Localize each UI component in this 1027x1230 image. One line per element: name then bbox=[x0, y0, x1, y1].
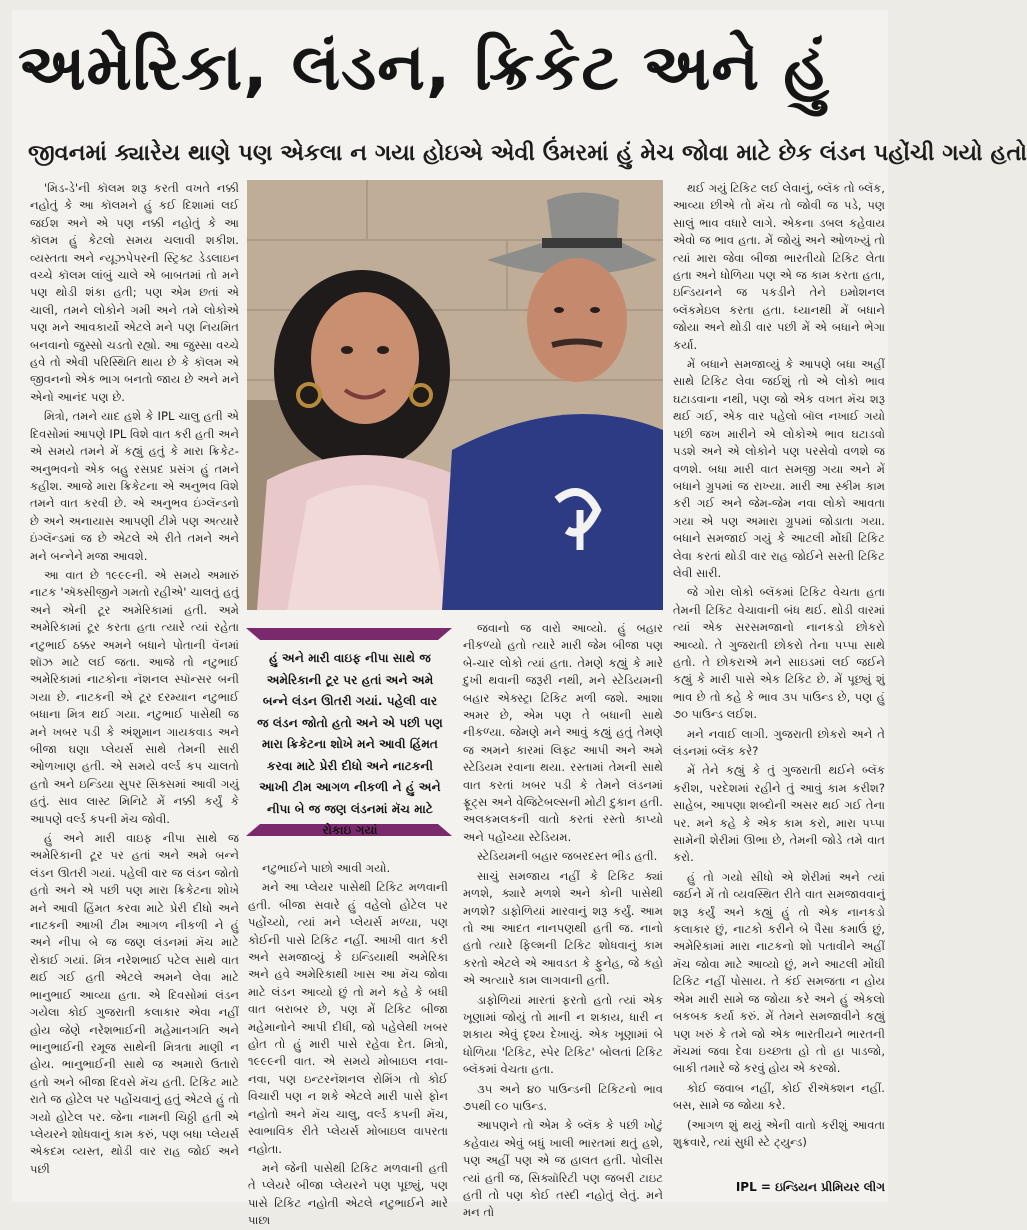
footnote: IPL = ઇન્ડિયન પ્રીમિયર લીગ bbox=[735, 1180, 885, 1194]
paragraph: મને નવાઈ લાગી. ગુજરાતી છોકરો અને તે લંડનમાં બ્લૅક કરે? bbox=[673, 726, 885, 758]
paragraph: હું અને મારી વાઇફ નીપા સાથે જ અમેરિકાની ટૂર પર હતાં અને અમે બન્ને લંડન ઊતરી ગયાં. પહેલી વાર જ લંડન જોતો હતો અને એ પછી પણ મારા ક્રિકેટના શોખે મને આવી હિંમત કરવા માટે પ્રેરી દીધો અને નાટકની આખી ટીમ આગળ નીકળી ને હું અને નીપા બે જ જણ લંડનમાં મૅચ માટે રોકાઈ ગયાં. મિત્ર નરેશભાઈ પટેલ સાથે વાત થઈ ગઈ હતી એટલે અમને લેવા માટે ભાનુભાઈ આવ્યા હતા. એ દિવસોમાં લંડન ગયેલા કોઈ ગુજરાતી કલાકાર એવા નહીં હોય જેણે નરેશભાઈની મહેમાનગતિ અને ભાનુભાઈની રમૂજ સાથેની મિત્રતા માણી ન હોય. ભાનુભાઈની સાથે જ અમારો ઉતારો હતો અને બીજા દિવસે મૅચ હતી. ટિકિટ માટે રાતે જ હોટેલ પર પહોંચવાનું હતું એટલે હું તો ગયો હોટેલ પર. જેના નામની ચિઠ્ઠી હતી એ પ્લેયરને શોધવાનું કામ કરું, પણ બધા પ્લેયર્સ એકદમ વ્યસ્ત, થોડી વાર રાહ જોઈ અને પછી bbox=[30, 831, 239, 1176]
paragraph: આપણને તો એમ કે બ્લૅક કે પછી ખોટું કહેવાય એવું બધું ખાલી ભારતમાં થતું હશે, પણ અહીં પણ એ જ હાલત હતી. પોલીસ ત્યાં હતી જ, સિક્યૉરિટી પણ જબરી ટાઇટ હતી તો પણ કોઈ તસ્દી નહોતું લેતું. મને મન તો bbox=[463, 1118, 663, 1220]
subheadline: જીવનમાં ક્યારેય થાણે પણ એકલા ન ગયા હોઇએ એવી ઉંમરમાં હું મેચ જોવા માટે છેક લંડન પહોંચી ગયો હતો bbox=[28, 140, 1027, 166]
paragraph: નટુભાઈને પાછો આવી ગયો. bbox=[262, 861, 391, 875]
article-column-3 bbox=[463, 620, 663, 1220]
paragraph: મને જેની પાસેથી ટિકિટ મળવાની હતી તે પ્લેયરે બીજા પ્લેયરને પણ પૂછ્યું, પણ પાસે ટિકિટ નહોતી એટલે નટુભાઈને મારે પાછા bbox=[248, 1160, 448, 1228]
paragraph: થઈ ગયું ટિકિટ લઈ લેવાનું, બ્લૅક તો બ્લૅક, આવ્યા છીએ તો મૅચ તો જોવી જ પડે, પણ સાલું ભાવ વધારે લાગે. એકના ડબલ કહેવાય એવો જ ભાવ હતા. મેં જોયું અને ઓળખ્યું તો ત્યાં મારા જેવા બીજા ભારતીયો ટિકિટ લેતા હતા અને ધોળિયા પણ એ જ કામ કરતા હતા, ઇન્ડિયનને જ પકડીને તેને ઇમોશનલ બ્લૅકમેઇલ કરતા હતા. ધ્યાનથી મેં બધાને જોયા અને થોડી વાર પછી મેં એ બધાને ભેગા કર્યા. bbox=[673, 181, 885, 352]
couple-photo-illustration bbox=[247, 180, 663, 610]
pull-quote bbox=[246, 624, 452, 840]
paragraph: સ્ટેડિયમની બહાર જબરદસ્ત ભીડ હતી. bbox=[477, 849, 658, 864]
paragraph: મેં તેને કહ્યું કે તું ગુજરાતી થઈને બ્લૅક કરીશ, પરદેશમાં રહીને તું આવું કામ કરીશ? સાહેબ, આપણા શબ્દોની અસર થઈ ગઈ તેના પર. મને કહે કે એક કામ કરો, મારા પપ્પા સામેની શેરીમાં ઊભા છે, તેમની જોડે તમે વાત કરો. bbox=[673, 763, 885, 865]
paragraph: મિત્રો, તમને યાદ હશે કે IPL ચાલુ હતી એ દિવસોમાં આપણે IPL વિશે વાત કરી હતી અને એ સમયે તમને મેં કહ્યું હતું કે મારા ક્રિકેટ-અનુભવનો એક બહુ રસપ્રદ પ્રસંગ હું તમને કહીશ. આજે મારા ક્રિકેટના એ અનુભવ વિશે તમને વાત કરવી છે. એ અનુભવ ઇંગ્લૅન્ડનો છે અને અનાયાસ આપણી ટીમે પણ અત્યારે ઇંગ્લૅન્ડમાં જ છે એટલે એ રીતે તમને અને મને બન્નેને મજા આવશે. bbox=[30, 409, 239, 563]
paragraph: ડાફોળિયાં મારતાં ફરતો હતો ત્યાં એક ખૂણામાં જોયું તો માની ન શકાય, ધારી ન શકાય એવું દૃશ્ય દેખાયું. એક ખૂણામાં બે ધોળિયા 'ટિકિટ, સ્પેર ટિકિટ' બોલતાં ટિકિટ બ્લૅકમાં વેચતા હતા. bbox=[463, 992, 663, 1077]
paragraph: 'મિડ-ડે'ની કૉલમ શરૂ કરતી વખતે નક્કી નહોતું કે આ કૉલમને હું કઈ દિશામાં લઈ જઈશ અને એ પણ નક્કી નહોતું કે આ કૉલમ હું કેટલો સમય ચલાવી શકીશ. વ્યસ્તતા અને ન્યૂઝપેપરની સ્ટ્રિક્ટ ડેડલાઇન વચ્ચે કૉલમ લાંબું ચાલે એ બાબતમાં તો મને પણ થોડી શંકા હતી; પણ એમ છતાં એ ચાલી, તમને લોકોને ગમી અને તમે લોકોએ પણ મને આવકાર્યો એટલે મને પણ નિયમિત બનવાનો જુસ્સો ચડતો રહ્યો. આ જુસ્સા વચ્ચે હવે તો એવી પરિસ્થિતિ થાય છે કે કૉલમ એ જીવનનો એક ભાગ બનતો જાય છે અને મને એનો આનંદ પણ છે. bbox=[30, 181, 239, 404]
paragraph: (આગળ શું થયું એની વાતો કરીશું આવતા શુક્રવારે, ત્યાં સુધી સ્ટે ટ્યુન્ડ) bbox=[673, 1117, 885, 1149]
headline: અમેરિકા, લંડન, ક્રિકેટ અને હું bbox=[18, 31, 830, 105]
paragraph: ૩૫ અને ૪૦ પાઉન્ડની ટિકિટનો ભાવ ૭૫થી ૯૦ પાઉન્ડ. bbox=[463, 1081, 663, 1113]
paragraph: હું તો ગયો સીધો એ શેરીમાં અને ત્યાં જઈને મેં તો વ્યવસ્થિત રીતે વાત સમજાવવાનું શરૂ કર્યું અને કહ્યું હું તો એક નાનકડો કલાકાર છું, નાટકો કરીને બે પૈસા કમાઉં છું, અમેરિકામાં મારા નાટકનો શો પતાવીને અહીં મૅચ જોવા માટે આવ્યો છું, મને આટલી મોંઘી ટિકિટ નહીં પોસાય. તે કંઈ સમજતા ન હોય એમ મારી સામે જ જોયા કરે અને હું એકલો બકબક કર્યા કરું. મેં તેમને સમજાવીને કહ્યું પણ ખરું કે તમે જો એક ભારતીયને ભારતની મૅચમાં જવા દેવા ઇચ્છતા હો તો હા પાડજો, બાકી તમારે જે કરવું હોય એ કરજો. bbox=[673, 869, 885, 1076]
paragraph: મેં બધાને સમજાવ્યું કે આપણે બધા અહીં સાથે ટિકિટ લેવા જઈશું તો એ લોકો ભાવ ઘટાડવાના નથી, પણ જો એક વખત મૅચ શરૂ થઈ ગઈ, એક વાર પહેલો બૉલ નખાઈ ગયો પછી જખ મારીને એ લોકોએ ભાવ ઘટાડવો પડશે અને એ લોકોને પણ પરસેવો વળશે જ વળશે. બધા મારી વાત સમજી ગયા અને મેં બધાને ગ્રુપમાં જ રાખ્યા. મારી આ સ્કીમ કામ કરી ગઈ અને જેમ-જેમ નવા લોકો આવતા ગયા એ પણ અમારા ગ્રુપમાં જોડાતા ગયા. બધાને સમજાઈ ગયું કે આટલી મોંઘી ટિકિટ લેવા કરતાં થોડી વાર રાહ જોઈને સસ્તી ટિકિટ લેવી સારી. bbox=[673, 357, 885, 580]
article-column-1 bbox=[30, 180, 239, 1200]
article-column-4 bbox=[673, 180, 885, 1200]
article-column-2 bbox=[248, 860, 448, 1228]
article-photo bbox=[247, 180, 663, 610]
paragraph: જવાનો જ વારો આવ્યો. હું બહાર નીકળ્યો હતો ત્યારે મારી જેમ બીજા પણ બે-ચાર લોકો ત્યાં હતા. તેમણે કહ્યું કે મારે દુખી થવાની જરૂરી નથી, મને સ્ટેડિયમની બહાર એક્સ્ટ્રા ટિકિટ મળી જશે. આશા અમર છે, એમ પણ તે બધાની સાથે નીકળ્યા. જેમણે મને આવું કહ્યું હતું તેમણે જ અમને કારમાં લિફ્ટ આપી અને અમે સ્ટેડિયમ રવાના થયા. રસ્તામાં તેમની સાથે વાત કરતાં ખબર પડી કે તેમને લંડનમાં ફ્રૂટ્સ અને વેજિટેબલ્સની મોટી દુકાન હતી. અલકમલકની વાતો કરતાં રસ્તો કાપ્યો અને પહોંચ્યા સ્ટેડિયમ. bbox=[463, 621, 663, 844]
paragraph: કોઈ જવાબ નહીં, કોઈ રીઍક્શન નહીં. બસ, સામે જ જોયા કરે. bbox=[673, 1080, 885, 1113]
pull-quote-text: હું અને મારી વાઇફ નીપા સાથે જ અમેરિકાની ટૂર પર હતાં અને અમે બન્ને લંડન ઊતરી ગયાં. પહેલી વાર જ લંડન જોતો હતો અને એ પછી પણ મારા ક્રિકેટના શોખે મને આવી હિંમત કરવા માટે પ્રેરી દીધો અને નાટકની આખી ટીમ આગળ નીકળી ને હું અને નીપા બે જ જણ લંડનમાં મૅચ માટે રોકાઇ ગયાં bbox=[257, 651, 443, 837]
paragraph: સાચું સમજાય નહીં કે ટિકિટ ક્યાં મળશે, ક્યારે મળશે અને કોની પાસેથી મળશે? ડાફોળિયાં મારવાનું શરૂ કર્યું. આમ તો આ આદત નાનપણથી હતી જ. નાનો હતો ત્યારે ફિલ્મની ટિકિટ શોધવાનું કામ કરતો એટલે એ આવડત કે ફુનેહ, જે કહો એ અત્યારે કામ લાગવાની હતી. bbox=[463, 868, 663, 988]
paragraph: આ વાત છે ૧૯૯૯ની. એ સમયે અમારું નાટક 'ઍક્સીજીને ગમતો રહીએ' ચાલતું હતું અને એની ટૂર અમેરિકામાં હતી. અમે અમેરિકામાં ટૂર કરતા હતા ત્યારે ત્યાં રહેતા નટુભાઈ ઠક્કર અમને બધાને પોતાની વૅનમાં શૉઝ માટે લઈ જતા. આજે તો નટુભાઈ અમેરિકામાં નાટકોના નૅશનલ સ્પૉન્સર બની ગયા છે. નાટકની એ ટૂર દરમ્યાન નટુભાઈ બધાના મિત્ર થઈ ગયા. નટુભાઈ પાસેથી જ મને ખબર પડી કે અંશુમાન ગાયકવાડ અને બીજા ઘણા પ્લેયર્સ સાથે તેમની સારી ઓળખાણ હતી. એ સમયે વર્લ્ડ કપ ચાલતો હતો અને ઇન્ડિયા સુપર સિક્સમાં આવી ગયું હતું. સાવ લાસ્ટ મિનિટે મેં નક્કી કર્યું કે આપણે વર્લ્ડ કપની મૅચ જોવી. bbox=[30, 567, 239, 826]
paragraph: મને આ પ્લેયર પાસેથી ટિકિટ મળવાની હતી. બીજા સવારે હું વહેલો હોટેલ પર પહોંચ્યો, ત્યાં મને પ્લેયર્સ મળ્યા, પણ કોઈની પાસે ટિકિટ નહીં. આખી વાત કરી અને સમજાવ્યું કે ઇન્ડિયાથી અમેરિકા અને હવે અમેરિકાથી ખાસ આ મૅચ જોવા માટે લંડન આવ્યો છું તો મને કહે કે બધી વાત બરાબર છે, પણ મેં ટિકિટ બીજા મહેમાનોને આપી દીધી, જો પહેલેથી ખબર હોત તો હું મારી પાસે રહેવા દેત. મિત્રો, ૧૯૯૯ની વાત. એ સમયે મોબાઇલ નવા-નવા, પણ ઇન્ટરનૅશનલ રોમિંગ તો કોઈ વિચારી પણ ન શકે એટલે મારી પાસે ફોન નહોતો અને મૅચ ચાલુ, વર્લ્ડ કપની મૅચ, સ્વાભાવિક રીતે પ્લેયર્સ મોબાઇલ વાપરતા નહોતા. bbox=[248, 880, 448, 1156]
paragraph: જે ગોરા લોકો બ્લૅકમાં ટિકિટ વેચતા હતા તેમની ટિકિટ વેચાવાની બંધ થઈ. થોડી વારમાં ત્યાં એક સરસમજાનો નાનકડો છોકરો આવ્યો. તે ગુજરાતી છોકરો તેના પપ્પા સાથે હતો. તે છોકરાએ મને સાઇડમાં લઈ જઈને કહ્યું કે મારી પાસે એક ટિકિટ છે. મેં પૂછ્યું શું ભાવ છે તો કહે કે ભાવ ૩૫ પાઉન્ડ છે, પણ હું ૭૦ પાઉન્ડ લઈશ. bbox=[673, 585, 885, 722]
